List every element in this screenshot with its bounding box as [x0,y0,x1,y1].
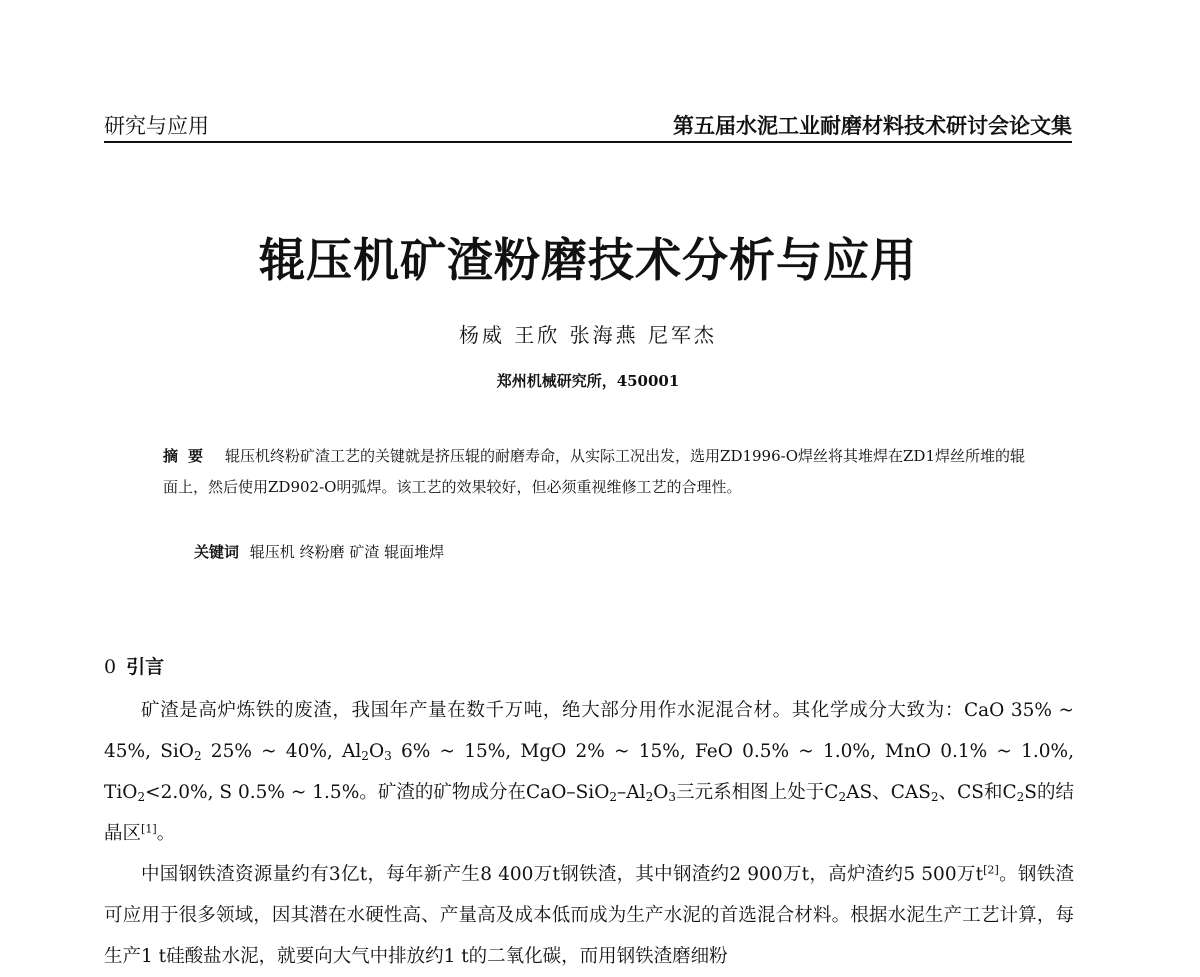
abstract-label: 摘要 [163,447,214,465]
subscript: 2 [645,790,654,804]
text-run: 三元系相图上处于C [676,782,839,803]
section-title: 引言 [126,656,165,678]
keywords-text: 辊压机 终粉磨 矿渣 辊面堆焊 [249,543,445,561]
text-run: O [653,782,669,803]
keywords [194,541,1034,562]
subscript: 2 [1016,790,1025,804]
text-run: 25% ~ 40%, Al [201,741,362,762]
subscript: 3 [668,790,677,804]
text-run: 6% ~ 15%, MgO 2% ~ 15%, FeO 0.5% ~ 1.0%, MnO 0.1% ~ 1.0%, TiO [104,741,1075,803]
running-header-left: 研究与应用 [104,114,209,138]
text-run: 。 [156,823,176,844]
paragraph-1 [104,690,1074,854]
section-number: 0 [104,656,117,678]
body-text [104,690,1074,977]
section-heading [104,652,164,679]
subscript: 2 [193,749,202,763]
abstract [163,441,1033,503]
keywords-label: 关键词 [194,543,240,561]
text-run: AS、CAS [846,782,931,803]
authors: 杨威 王欣 张海燕 尼军杰 [458,323,718,347]
text-run: 中国钢铁渣资源量约有3亿t，每年新产生8 400万t钢铁渣，其中钢渣约2 900万t，高炉渣约5 500万t [141,864,984,885]
text-run: –Al [617,782,646,803]
subscript: 2 [930,790,939,804]
subscript: 2 [137,790,146,804]
affiliation: 郑州机械研究所，450001 [496,372,680,390]
running-header-right: 第五届水泥工业耐磨材料技术研讨会论文集 [673,114,1072,138]
text-run: 、CS和C [938,782,1017,803]
subscript: 2 [609,790,618,804]
paper-title: 辊压机矿渣粉磨技术分析与应用 [259,233,917,287]
paragraph-2 [104,854,1074,977]
text-run: <2.0%, S 0.5% ~ 1.5%。矿渣的矿物成分在CaO–SiO [145,782,610,803]
citation-ref[interactable]: [1] [141,822,157,836]
text-run: 矿渣是高炉炼铁的废渣，我国年产量在数千万吨，绝大部分用作水泥混合材。其化学成分大致为：CaO 35% ~ 45%, SiO [104,700,1074,762]
text-run: S的结晶区 [104,782,1075,844]
abstract-text: 辊压机终粉矿渣工艺的关键就是挤压辊的耐磨寿命，从实际工况出发，选用ZD1996-O焊丝将其堆焊在ZD1焊丝所堆的辊面上，然后使用ZD902-O明弧焊。该工艺的效果较好，但必须重视维修工艺的合理性。 [163,447,1026,496]
subscript: 2 [838,790,847,804]
citation-ref[interactable]: [2] [983,863,999,877]
text-run: 。钢铁渣可应用于很多领域，因其潜在水硬性高、产量高及成本低而成为生产水泥的首选混合材料。根据水泥生产工艺计算，每生产1 t硅酸盐水泥，就要向大气中排放约1 t的二氧化碳，而用钢铁渣磨细粉 [104,864,1074,967]
subscript: 3 [384,749,392,763]
header-rule [104,141,1072,143]
text-run: O [368,741,385,762]
subscript: 2 [361,749,369,763]
